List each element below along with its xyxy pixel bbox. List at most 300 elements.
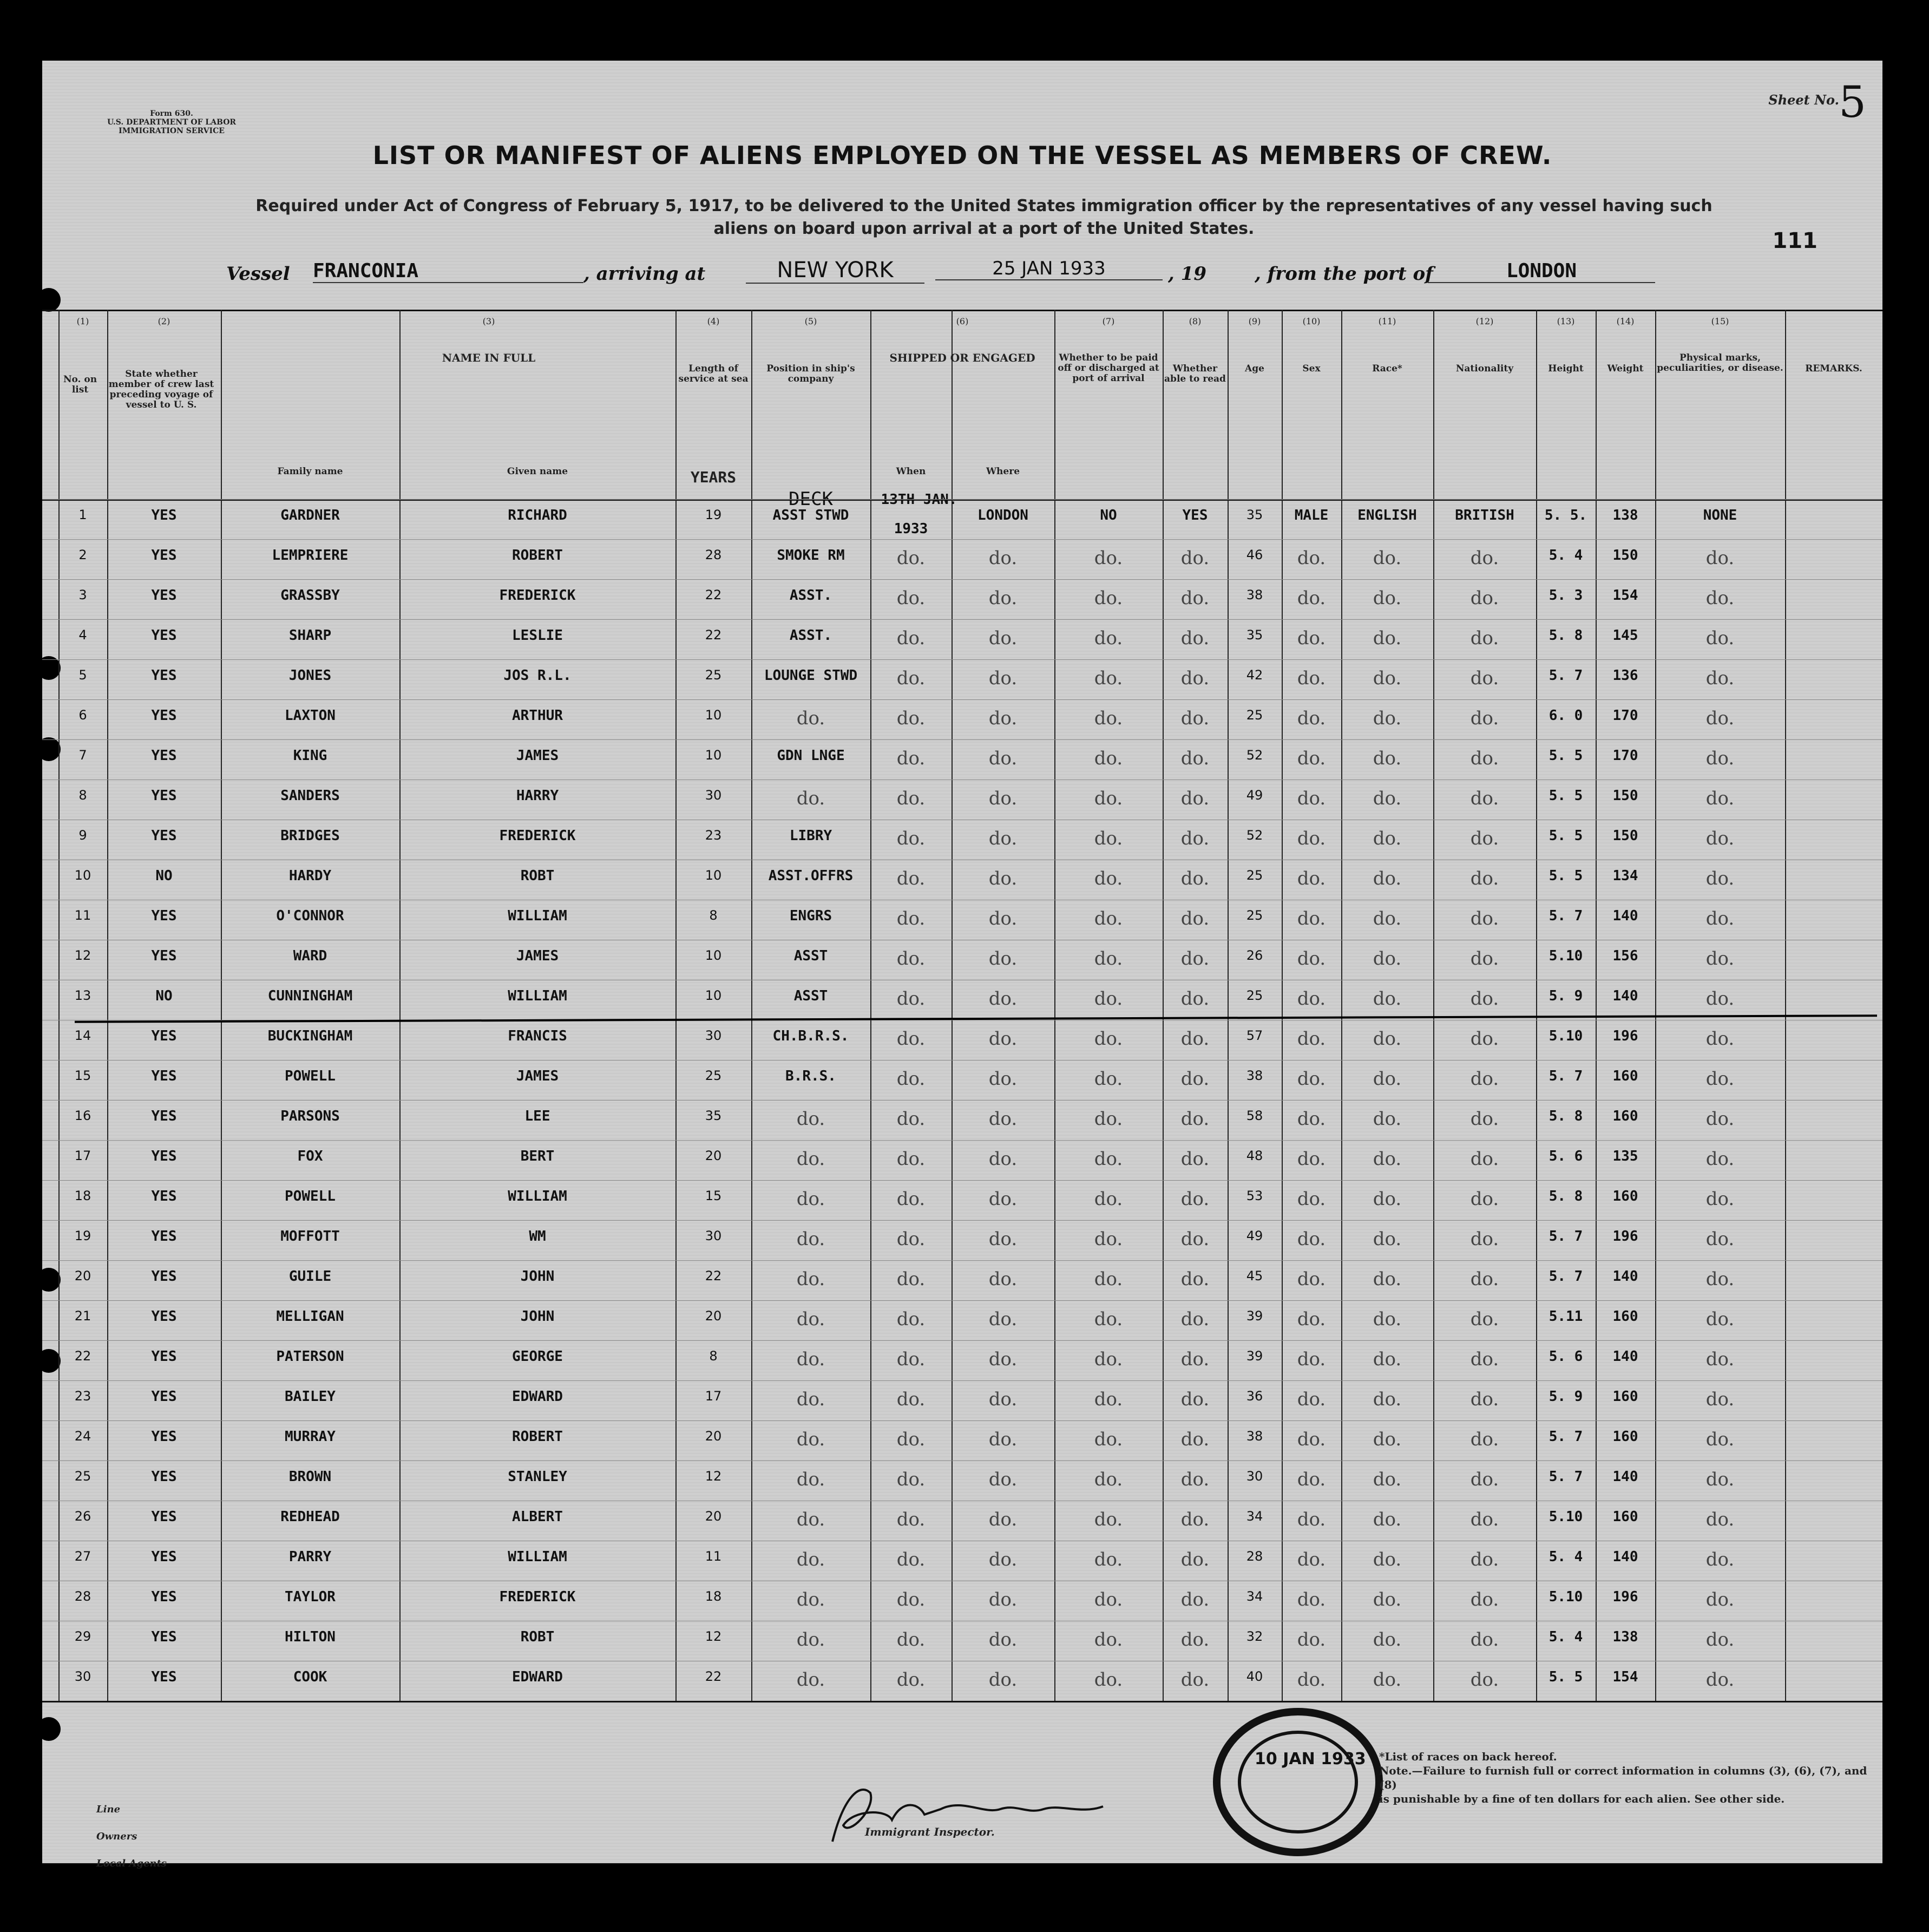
- cell-given: GEORGE: [512, 1348, 563, 1365]
- cell-family: COOK: [293, 1669, 327, 1685]
- cell-nat: do.: [1470, 627, 1499, 649]
- cell-years: 20: [705, 1148, 722, 1163]
- table-row: [42, 1020, 1882, 1060]
- cell-read: do.: [1180, 1068, 1210, 1090]
- cell-paid: do.: [1094, 988, 1123, 1010]
- cell-when: do.: [896, 1469, 926, 1490]
- cell-years: 17: [705, 1389, 722, 1404]
- cell-years: 12: [705, 1629, 722, 1644]
- cell-paid: do.: [1094, 1028, 1123, 1050]
- cell-nat: do.: [1470, 908, 1499, 929]
- cell-age: 57: [1246, 1028, 1263, 1043]
- local-agents-label: Local Agents: [96, 1858, 167, 1869]
- cell-age: 28: [1246, 1549, 1263, 1564]
- inspector-signature: [811, 1777, 1146, 1852]
- cell-member: YES: [151, 748, 177, 764]
- cell-race: do.: [1373, 1028, 1402, 1050]
- cell-paid: do.: [1094, 1148, 1123, 1170]
- cell-sex: do.: [1297, 1028, 1326, 1050]
- cell-family: GARDNER: [280, 507, 340, 523]
- cell-member: YES: [151, 908, 177, 924]
- cell-paid: NO: [1100, 507, 1117, 523]
- cell-n: 3: [78, 587, 87, 602]
- cell-n: 6: [78, 708, 87, 723]
- cell-race: do.: [1373, 627, 1402, 649]
- cell-sex: do.: [1297, 1389, 1326, 1410]
- cell-phys: do.: [1705, 547, 1735, 569]
- from-port-label: , from the port of: [1255, 263, 1433, 285]
- table-row: [42, 1420, 1882, 1461]
- cell-phys: do.: [1705, 748, 1735, 769]
- cell-n: 22: [74, 1348, 91, 1364]
- cell-weight: 138: [1612, 1629, 1638, 1645]
- service: IMMIGRATION SERVICE: [119, 127, 225, 135]
- cell-given: LESLIE: [512, 627, 563, 644]
- cell-phys: do.: [1705, 587, 1735, 609]
- cell-phys: do.: [1705, 948, 1735, 970]
- cell-given: WILLIAM: [508, 1188, 567, 1204]
- header-height: Height: [1548, 363, 1584, 374]
- page-subtitle: [205, 195, 1763, 240]
- cell-years: 19: [705, 507, 722, 522]
- cell-read: do.: [1180, 1348, 1210, 1370]
- header-nationality: Nationality: [1455, 363, 1514, 374]
- header-paid-off: Whether to be paid off or discharged at port of arrival: [1058, 352, 1159, 384]
- cell-given: ROBT: [520, 868, 555, 884]
- cell-race: do.: [1373, 988, 1402, 1010]
- cell-years: 30: [705, 1228, 722, 1243]
- vessel-name: FRANCONIA: [313, 260, 583, 283]
- cell-sex: do.: [1297, 908, 1326, 929]
- cell-race: do.: [1373, 748, 1402, 769]
- cell-nat: do.: [1470, 988, 1499, 1010]
- cell-n: 9: [78, 828, 87, 843]
- cell-family: JONES: [288, 667, 332, 684]
- column-number: (15): [1711, 316, 1729, 326]
- cell-years: 10: [705, 948, 722, 963]
- cell-family: LAXTON: [285, 708, 336, 724]
- cell-read: do.: [1180, 1268, 1210, 1290]
- cell-nat: do.: [1470, 1148, 1499, 1170]
- header-given: Given name: [507, 466, 568, 477]
- cell-position: do.: [796, 1469, 825, 1490]
- cell-sex: do.: [1297, 1429, 1326, 1450]
- form-header: [107, 109, 236, 135]
- cell-age: 25: [1246, 868, 1263, 883]
- cell-phys: do.: [1705, 667, 1735, 689]
- cell-years: 25: [705, 667, 722, 683]
- cell-family: POWELL: [285, 1068, 336, 1084]
- cell-family: PARSONS: [280, 1108, 340, 1124]
- cell-age: 30: [1246, 1469, 1263, 1484]
- cell-when: do.: [896, 1068, 926, 1090]
- cell-given: JOHN: [520, 1308, 555, 1325]
- cell-height: 5. 7: [1549, 1068, 1583, 1084]
- cell-age: 52: [1246, 748, 1263, 763]
- cell-paid: do.: [1094, 1549, 1123, 1570]
- cell-family: GUILE: [288, 1268, 332, 1285]
- cell-paid: do.: [1094, 828, 1123, 849]
- cell-height: 5. 6: [1549, 1348, 1583, 1365]
- table-row: [42, 619, 1882, 660]
- cell-height: 5.11: [1549, 1308, 1583, 1325]
- cell-n: 24: [74, 1429, 91, 1444]
- cell-race: do.: [1373, 1629, 1402, 1651]
- manifest-table: [42, 310, 1882, 1760]
- cell-when: do.: [896, 1549, 926, 1570]
- cell-read: do.: [1180, 587, 1210, 609]
- cell-member: YES: [151, 1589, 177, 1605]
- column-number: (10): [1302, 316, 1321, 326]
- cell-years: 15: [705, 1188, 722, 1203]
- cell-height: 5. 5: [1549, 1669, 1583, 1685]
- cell-paid: do.: [1094, 627, 1123, 649]
- cell-years: 30: [705, 1028, 722, 1043]
- cell-given: RICHARD: [508, 507, 567, 523]
- cell-phys: do.: [1705, 988, 1735, 1010]
- cell-phys: do.: [1705, 1348, 1735, 1370]
- cell-member: YES: [151, 587, 177, 604]
- cell-when: do.: [896, 1348, 926, 1370]
- cell-position: ASST STWD: [772, 507, 849, 523]
- cell-weight: 160: [1612, 1389, 1638, 1405]
- cell-weight: 156: [1612, 948, 1638, 964]
- cell-race: do.: [1373, 788, 1402, 809]
- cell-nat: do.: [1470, 1108, 1499, 1130]
- cell-phys: do.: [1705, 1148, 1735, 1170]
- cell-paid: do.: [1094, 1389, 1123, 1410]
- cell-when: do.: [896, 547, 926, 569]
- cell-position: do.: [796, 1509, 825, 1530]
- cell-family: SHARP: [288, 627, 332, 644]
- cell-age: 40: [1246, 1669, 1263, 1684]
- cell-height: 5. 4: [1549, 547, 1583, 564]
- cell-paid: do.: [1094, 1268, 1123, 1290]
- cell-read: YES: [1182, 507, 1208, 523]
- cell-where: do.: [988, 1669, 1018, 1691]
- cell-race: do.: [1373, 1509, 1402, 1530]
- cell-given: ROBERT: [512, 1429, 563, 1445]
- cell-paid: do.: [1094, 1108, 1123, 1130]
- cell-when: do.: [896, 1629, 926, 1651]
- cell-n: 14: [74, 1028, 91, 1043]
- cell-weight: 134: [1612, 868, 1638, 884]
- footer: [42, 1750, 1882, 1869]
- header-sex: Sex: [1302, 363, 1321, 374]
- cell-when: do.: [896, 868, 926, 889]
- cell-when: do.: [896, 1108, 926, 1130]
- cell-read: do.: [1180, 1589, 1210, 1610]
- header-remarks: REMARKS.: [1805, 363, 1862, 374]
- cell-paid: do.: [1094, 708, 1123, 729]
- cell-paid: do.: [1094, 868, 1123, 889]
- cell-age: 49: [1246, 1228, 1263, 1243]
- cell-weight: 160: [1612, 1308, 1638, 1325]
- cell-member: NO: [155, 868, 173, 884]
- cell-read: do.: [1180, 1469, 1210, 1490]
- table-row: [42, 860, 1882, 900]
- column-number: (5): [804, 316, 817, 326]
- cell-age: 38: [1246, 1429, 1263, 1444]
- header-weight: Weight: [1607, 363, 1644, 374]
- header-shipped: SHIPPED OR ENGAGED: [889, 351, 1035, 364]
- cell-sex: do.: [1297, 988, 1326, 1010]
- cell-position: CH.B.R.S.: [772, 1028, 849, 1044]
- cell-member: YES: [151, 507, 177, 523]
- header-position: Position in ship's company: [766, 363, 855, 384]
- cell-weight: 154: [1612, 1669, 1638, 1685]
- cell-phys: do.: [1705, 1389, 1735, 1410]
- department: U.S. DEPARTMENT OF LABOR: [107, 118, 237, 127]
- cell-where: do.: [988, 708, 1018, 729]
- cell-read: do.: [1180, 1108, 1210, 1130]
- cell-family: PATERSON: [276, 1348, 344, 1365]
- cell-nat: do.: [1470, 1308, 1499, 1330]
- column-number: (1): [76, 316, 89, 326]
- cell-weight: 150: [1612, 788, 1638, 804]
- table-row: [42, 1060, 1882, 1101]
- cell-phys: do.: [1705, 1188, 1735, 1210]
- cell-age: 35: [1246, 507, 1263, 522]
- cell-weight: 170: [1612, 708, 1638, 724]
- cell-sex: do.: [1297, 547, 1326, 569]
- cell-years: 10: [705, 708, 722, 723]
- cell-given: EDWARD: [512, 1669, 563, 1685]
- cell-years: 10: [705, 988, 722, 1003]
- cell-n: 26: [74, 1509, 91, 1524]
- cell-position: GDN LNGE: [777, 748, 845, 764]
- cell-family: BROWN: [288, 1469, 332, 1485]
- cell-given: JAMES: [516, 1068, 559, 1084]
- cell-sex: do.: [1297, 948, 1326, 970]
- cell-height: 5. 5.: [1544, 507, 1587, 523]
- column-number: (2): [158, 316, 170, 326]
- cell-member: YES: [151, 1469, 177, 1485]
- cell-position: do.: [796, 788, 825, 809]
- cell-height: 5. 7: [1549, 1429, 1583, 1445]
- cell-phys: do.: [1705, 828, 1735, 849]
- table-row: [42, 820, 1882, 860]
- cell-when: do.: [896, 948, 926, 970]
- cell-height: 5. 5: [1549, 788, 1583, 804]
- cell-phys: do.: [1705, 708, 1735, 729]
- cell-sex: do.: [1297, 587, 1326, 609]
- cell-sex: do.: [1297, 748, 1326, 769]
- table-row: [42, 1380, 1882, 1421]
- cell-weight: 150: [1612, 547, 1638, 564]
- cell-weight: 196: [1612, 1228, 1638, 1245]
- cell-race: do.: [1373, 1348, 1402, 1370]
- cell-member: YES: [151, 1308, 177, 1325]
- cell-n: 28: [74, 1589, 91, 1604]
- cell-race: do.: [1373, 828, 1402, 849]
- cell-position: do.: [796, 1669, 825, 1691]
- cell-when: do.: [896, 1509, 926, 1530]
- cell-years: 20: [705, 1308, 722, 1324]
- cell-where: do.: [988, 1469, 1018, 1490]
- cell-sex: do.: [1297, 667, 1326, 689]
- cell-height: 5. 4: [1549, 1629, 1583, 1645]
- cell-age: 25: [1246, 708, 1263, 723]
- cell-phys: do.: [1705, 1589, 1735, 1610]
- cell-member: YES: [151, 1228, 177, 1245]
- cell-height: 5. 7: [1549, 667, 1583, 684]
- cell-n: 20: [74, 1268, 91, 1283]
- cell-member: YES: [151, 667, 177, 684]
- cell-sex: do.: [1297, 1589, 1326, 1610]
- cell-age: 58: [1246, 1108, 1263, 1123]
- cell-where: do.: [988, 1348, 1018, 1370]
- cell-nat: do.: [1470, 748, 1499, 769]
- cell-member: YES: [151, 627, 177, 644]
- cell-sex: do.: [1297, 1308, 1326, 1330]
- cell-position: do.: [796, 1108, 825, 1130]
- cell-given: FREDERICK: [499, 587, 576, 604]
- cell-given: WILLIAM: [508, 908, 567, 924]
- cell-phys: NONE: [1703, 507, 1737, 523]
- inspector-label: Immigrant Inspector.: [865, 1825, 995, 1838]
- cell-phys: do.: [1705, 1228, 1735, 1250]
- cell-given: WILLIAM: [508, 1549, 567, 1565]
- cell-n: 29: [74, 1629, 91, 1644]
- punch-hole: [37, 288, 61, 312]
- cell-paid: do.: [1094, 1348, 1123, 1370]
- cell-given: FRANCIS: [508, 1028, 567, 1044]
- cell-nat: do.: [1470, 828, 1499, 849]
- cell-sex: do.: [1297, 1348, 1326, 1370]
- cell-age: 36: [1246, 1389, 1263, 1404]
- cell-years: 11: [705, 1549, 722, 1564]
- cell-years: 10: [705, 748, 722, 763]
- cell-height: 5. 7: [1549, 1268, 1583, 1285]
- cell-given: ROBERT: [512, 547, 563, 564]
- cell-n: 30: [74, 1669, 91, 1684]
- cell-paid: do.: [1094, 908, 1123, 929]
- cell-sex: do.: [1297, 627, 1326, 649]
- cell-race: do.: [1373, 667, 1402, 689]
- cell-paid: do.: [1094, 1669, 1123, 1691]
- cell-given: ARTHUR: [512, 708, 563, 724]
- cell-when: do.: [896, 1188, 926, 1210]
- cell-years: 23: [705, 828, 722, 843]
- cell-position: do.: [796, 1429, 825, 1450]
- cell-years: 22: [705, 587, 722, 602]
- cell-position: SMOKE RM: [777, 547, 845, 564]
- cell-nat: do.: [1470, 948, 1499, 970]
- cell-height: 5.10: [1549, 1589, 1583, 1605]
- cell-given: EDWARD: [512, 1389, 563, 1405]
- cell-given: WM: [529, 1228, 546, 1245]
- table-row: [42, 1581, 1882, 1621]
- note-line-1: *List of races on back hereof.: [1379, 1750, 1557, 1763]
- cell-years: 18: [705, 1589, 722, 1604]
- cell-nat: do.: [1470, 708, 1499, 729]
- cell-nat: do.: [1470, 1228, 1499, 1250]
- cell-n: 27: [74, 1549, 91, 1564]
- table-row: [42, 499, 1882, 540]
- cell-age: 49: [1246, 788, 1263, 803]
- cell-member: NO: [155, 988, 173, 1004]
- cell-nat: do.: [1470, 1429, 1499, 1450]
- cell-when: do.: [896, 1389, 926, 1410]
- cell-nat: do.: [1470, 1549, 1499, 1570]
- cell-position: LOUNGE STWD: [764, 667, 858, 684]
- cell-n: 11: [74, 908, 91, 923]
- cell-read: do.: [1180, 828, 1210, 849]
- stamp-date: 10 JAN 1933: [1255, 1750, 1366, 1769]
- cell-sex: do.: [1297, 1108, 1326, 1130]
- cell-age: 25: [1246, 908, 1263, 923]
- cell-where: do.: [988, 1308, 1018, 1330]
- cell-age: 39: [1246, 1308, 1263, 1324]
- cell-read: do.: [1180, 988, 1210, 1010]
- cell-when: do.: [896, 788, 926, 809]
- cell-position: ASST.OFFRS: [768, 868, 854, 884]
- cell-age: 25: [1246, 988, 1263, 1003]
- cell-paid: do.: [1094, 948, 1123, 970]
- cell-read: do.: [1180, 1188, 1210, 1210]
- cell-phys: do.: [1705, 1469, 1735, 1490]
- shipped-date-line-2: 1933: [894, 521, 928, 537]
- cell-position: ASST: [793, 988, 828, 1004]
- cell-position: do.: [796, 1308, 825, 1330]
- cell-height: 5. 9: [1549, 1389, 1583, 1405]
- header-when: When: [896, 466, 926, 477]
- cell-family: POWELL: [285, 1188, 336, 1204]
- cell-where: do.: [988, 1108, 1018, 1130]
- table-row: [42, 1461, 1882, 1501]
- cell-read: do.: [1180, 1389, 1210, 1410]
- cell-sex: do.: [1297, 1188, 1326, 1210]
- cell-position: do.: [796, 1268, 825, 1290]
- cell-member: YES: [151, 1509, 177, 1525]
- cell-height: 5.10: [1549, 1509, 1583, 1525]
- cell-weight: 140: [1612, 1268, 1638, 1285]
- cell-when: do.: [896, 1429, 926, 1450]
- cell-where: LONDON: [977, 507, 1028, 523]
- cell-member: YES: [151, 1629, 177, 1645]
- cell-n: 21: [74, 1308, 91, 1324]
- cell-when: do.: [896, 748, 926, 769]
- cell-height: 5. 3: [1549, 587, 1583, 604]
- cell-member: YES: [151, 828, 177, 844]
- cell-weight: 170: [1612, 748, 1638, 764]
- cell-n: 4: [78, 627, 87, 643]
- cell-where: do.: [988, 547, 1018, 569]
- cell-n: 15: [74, 1068, 91, 1083]
- header-where: Where: [986, 466, 1020, 477]
- cell-position: do.: [796, 1228, 825, 1250]
- cell-sex: do.: [1297, 788, 1326, 809]
- cell-member: YES: [151, 1389, 177, 1405]
- cell-position: LIBRY: [789, 828, 832, 844]
- cell-when: do.: [896, 627, 926, 649]
- cell-where: do.: [988, 1188, 1018, 1210]
- cell-race: do.: [1373, 708, 1402, 729]
- cell-where: do.: [988, 1429, 1018, 1450]
- cell-member: YES: [151, 1268, 177, 1285]
- cell-n: 7: [78, 748, 87, 763]
- cell-position: do.: [796, 1389, 825, 1410]
- column-number: (12): [1475, 316, 1494, 326]
- cell-family: SANDERS: [280, 788, 340, 804]
- cell-height: 5.10: [1549, 948, 1583, 964]
- cell-n: 23: [74, 1389, 91, 1404]
- cell-position: do.: [796, 1148, 825, 1170]
- cell-family: LEMPRIERE: [272, 547, 349, 564]
- cell-sex: do.: [1297, 1509, 1326, 1530]
- cell-when: do.: [896, 1589, 926, 1610]
